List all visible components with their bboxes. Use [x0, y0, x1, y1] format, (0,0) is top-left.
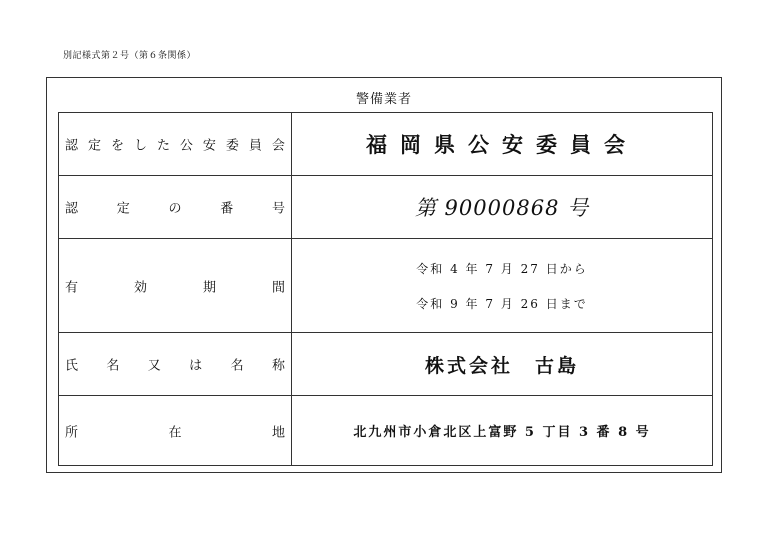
label-char: し — [133, 138, 147, 154]
label-char: 期 — [202, 280, 216, 295]
label-cell — [59, 176, 292, 238]
label-char: 所 — [65, 425, 79, 440]
label-char: 名 — [106, 358, 120, 374]
label-char: 番 — [220, 201, 234, 217]
row-name — [59, 333, 712, 396]
label-char: 有 — [65, 280, 79, 295]
label-char: 効 — [133, 280, 147, 295]
label-char: 安 — [202, 138, 216, 154]
label-char: 認 — [65, 138, 79, 154]
value-certifying-authority: 福岡県公安委員会 — [366, 132, 638, 157]
label-char: た — [156, 138, 170, 154]
label-cell — [59, 333, 292, 395]
value-certification-number: 第 90000868 号 — [414, 196, 590, 220]
value-address: 北九州市小倉北区上富野 5 丁目 3 番 8 号 — [353, 425, 651, 440]
certificate-frame — [46, 77, 722, 473]
certificate-table — [58, 112, 713, 466]
label-certifying-authority — [65, 135, 285, 154]
label-cell — [59, 113, 292, 175]
label-name — [65, 355, 285, 374]
label-cell — [59, 239, 292, 332]
label-char: 地 — [271, 425, 285, 440]
label-char: 名 — [230, 358, 244, 374]
label-char: 在 — [168, 425, 182, 440]
label-cell — [59, 396, 292, 465]
label-certification-number — [65, 198, 285, 217]
value-company-name: 株式会社 古島 — [424, 354, 579, 377]
label-char: の — [168, 201, 182, 217]
form-number-note: 別記様式第２号（第６条関係） — [63, 51, 197, 61]
label-char: 定 — [87, 138, 101, 154]
label-char: 委 — [225, 138, 239, 154]
value-cell — [292, 176, 712, 238]
label-address — [65, 421, 285, 440]
label-char: 又 — [147, 358, 161, 374]
value-cell — [292, 113, 712, 175]
label-char: 称 — [271, 358, 285, 374]
row-address — [59, 396, 712, 465]
label-char: 会 — [271, 138, 285, 154]
certificate-heading: 警備業者 — [355, 92, 412, 107]
label-char: は — [189, 358, 203, 374]
label-char: 氏 — [65, 358, 79, 374]
label-char: 号 — [271, 201, 285, 217]
label-char: 公 — [179, 138, 193, 154]
value-cell — [292, 396, 712, 465]
value-cell — [292, 239, 712, 332]
row-validity-period — [59, 239, 712, 333]
label-char: 認 — [65, 201, 79, 217]
row-certifying-authority — [59, 113, 712, 176]
validity-start-date: 令和 4 年 7 月 27 日から — [416, 261, 588, 276]
row-certification-number — [59, 176, 712, 239]
label-validity-period — [65, 276, 285, 295]
label-char: を — [110, 138, 124, 154]
validity-end-date: 令和 9 年 7 月 26 日まで — [416, 296, 588, 311]
label-char: 員 — [248, 138, 262, 154]
label-char: 間 — [271, 280, 285, 295]
value-cell — [292, 333, 712, 395]
label-char: 定 — [116, 201, 130, 217]
